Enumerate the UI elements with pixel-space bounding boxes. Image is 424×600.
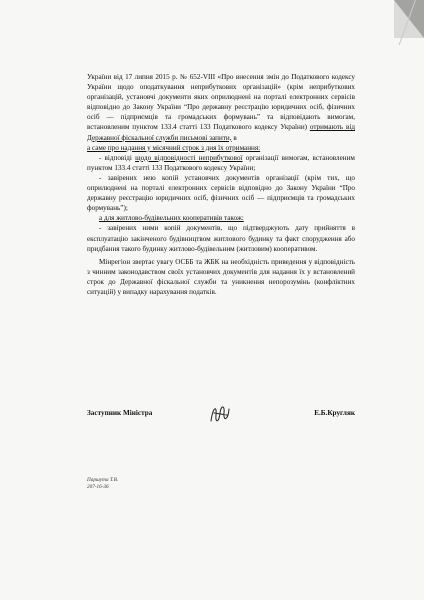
signature-block <box>87 409 355 439</box>
paragraph-item-1 <box>87 153 355 173</box>
paragraph-request <box>87 143 355 153</box>
letter-body <box>87 72 355 297</box>
handwritten-signature <box>205 401 235 427</box>
paragraph-item-3: - завірених ними копій документів, що підтверджують дату прийняття в експлуатацію закінченого будівництвом житлового будинку та факт спорудження або придбання такого будинку житлово-будівельним (житловим) кооперативом. <box>87 224 355 253</box>
paragraph-intro <box>87 72 355 143</box>
executor-info <box>87 477 118 491</box>
intro-underlined: отримають від Державної фіскальної служби письмові запити, <box>87 123 355 142</box>
cooperatives-text: а для житлово-будівельних кооперативів також: <box>99 214 244 223</box>
signatory-name: Е.Б.Кругляк <box>314 409 355 417</box>
intro-text: України від 17 липня 2015 р. № 652-VIII «Про внесення змін до Податкового кодексу України щодо оподаткування неприбуткових організацій» (крім неприбуткових організацій, установчі документи яких оприлюднені на порталі електронних сервісів відповідно до Закону України “Про державну реєстрацію юридичних осіб, фізичних осіб — підприємців та громадських формувань” та відповідають вимогам, встановленим пунктом 133.4 статті 133 Податкового кодексу України) <box>87 73 355 132</box>
intro-tail: в <box>233 133 237 142</box>
paragraph-item-2: - завірених нею копій установчих документів організації (крім тих, що оприлюднені на порталі електронних сервісів відповідно до Закону України “Про державну реєстрацію юридичних осіб, фізичних осіб — підприємців та громадських формувань”); <box>87 173 355 213</box>
executor-phone: 207-16-36 <box>87 484 109 490</box>
paragraph-notice: Мінрегіон звертає увагу ОСББ та ЖБК на необхідність приведення у відповідність з чинним законодавством своїх установчих документів для надання їх у встановлений строк до Державної фіскальної служби та уникнення непорозумінь (конфліктних ситуацій) у випадку нарахування податків. <box>87 257 355 296</box>
signatory-title: Заступник Міністра <box>87 409 153 417</box>
request-text: а саме про надання у місячний строк з дня їх отримання: <box>87 143 261 152</box>
paragraph-cooperatives <box>87 213 355 223</box>
item-1-end: організації вимогам, встановленим пунктом 133.4 статті 133 Податкового кодексу України; <box>87 153 355 172</box>
executor-name: Паршута Т.В. <box>87 477 119 483</box>
item-1-underlined: щодо відповідності неприбуткової <box>135 153 243 162</box>
item-1-start: - відповіді <box>99 153 132 162</box>
